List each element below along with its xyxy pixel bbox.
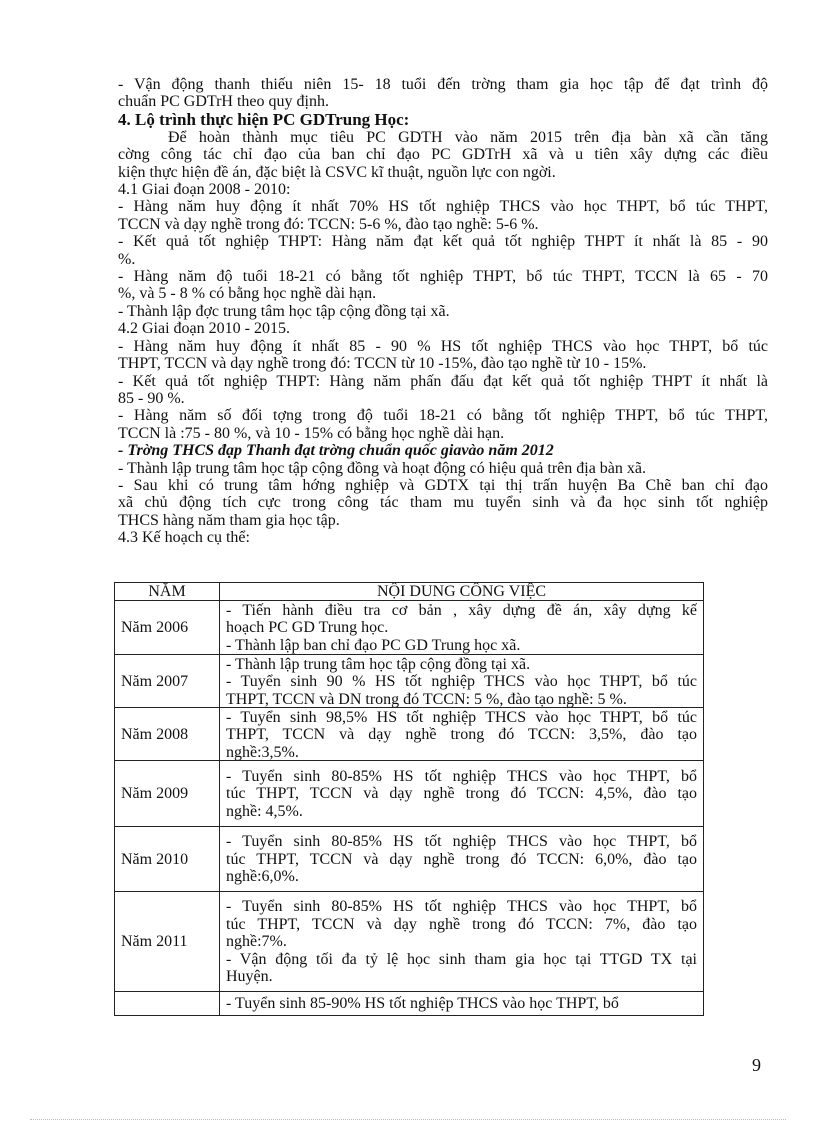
- text-line: - Thành lập trung tâm học tập cộng đồng và hoạt động có hiệu quả trên địa bàn xã.: [118, 459, 646, 477]
- content-line: - Tuyển sinh 85-90% HS tốt nghiệp THCS vào học THPT, bổ: [226, 995, 619, 1013]
- content-line: nghề:7%.: [226, 933, 287, 951]
- content-line: túc THPT, TCCN và dạy nghề trong đó TCCN: 6,0%, đào tạo: [226, 850, 697, 868]
- row-content: [220, 827, 704, 892]
- content-line: - Tuyển sinh 90 % HS tốt nghiệp THCS vào học THPT, bổ túc: [226, 673, 697, 691]
- row-content: [220, 655, 704, 708]
- page-number: 9: [752, 1055, 761, 1075]
- row-year: Năm 2010: [115, 827, 220, 892]
- phase2-section: [118, 320, 768, 442]
- row-year: Năm 2006: [115, 601, 220, 655]
- text-line: - Kết quả tốt nghiệp THPT: Hàng năm phấn đấu đạt kết quả tốt nghiệp THPT ít nhất là: [118, 372, 768, 390]
- intro-paragraph: [118, 76, 768, 111]
- text-line: - Vận động thanh thiếu niên 15- 18 tuổi đến trờng tham gia học tập để đạt trình độ: [118, 76, 768, 93]
- row-content: [220, 708, 704, 761]
- table-row: [115, 708, 704, 761]
- row-content: [220, 601, 704, 655]
- content-line: THPT, TCCN và DN trong đó TCCN: 5 %, đào tạo nghề: 5 %.: [226, 690, 627, 707]
- row-content: [220, 892, 704, 992]
- phase1-section: [118, 181, 768, 320]
- content-line: - Tuyển sinh 80-85% HS tốt nghiệp THCS vào học THPT, bổ: [226, 898, 697, 916]
- content-line: túc THPT, TCCN và dạy nghề trong đó TCCN: 7%, đào tạo: [226, 915, 697, 933]
- row-content: [220, 761, 704, 827]
- content-line: - Vận động tối đa tỷ lệ học sinh tham gia học tại TTGD TX tại: [226, 950, 697, 968]
- text-line: - Sau khi có trung tâm hớng nghiệp và GDTX tại thị trấn huyện Ba Chẽ ban chỉ đạo: [118, 476, 768, 494]
- content-line: - Tuyển sinh 98,5% HS tốt nghiệp THCS vào học THPT, bổ túc: [226, 708, 697, 726]
- text-line: xã chủ động tích cực trong công tác tham mu tuyển sinh và đa học sinh tốt nghiệp: [118, 494, 768, 512]
- header-content: NỘI DUNG CÔNG VIỆC: [220, 583, 704, 601]
- content-line: - Tiến hành điều tra cơ bản , xây dựng đề án, xây dựng kế: [226, 601, 697, 619]
- content-line: - Thành lập ban chỉ đạo PC GD Trung học xã.: [226, 636, 521, 654]
- text-line: - Thành lập đợc trung tâm học tập cộng đồng tại xã.: [118, 302, 450, 320]
- footer-divider: [30, 1119, 786, 1120]
- content-line: - Tuyển sinh 80-85% HS tốt nghiệp THCS vào học THPT, bổ: [226, 767, 697, 785]
- content-line: nghề:6,0%.: [226, 868, 299, 886]
- table-row: [115, 655, 704, 708]
- text-line: - Hàng năm độ tuổi 18-21 có bằng tốt nghiệp THPT, bổ túc THPT, TCCN là 65 - 70: [118, 268, 768, 286]
- header-year: NĂM: [115, 583, 220, 601]
- content-line: Huyện.: [226, 968, 273, 986]
- content-line: túc THPT, TCCN và dạy nghề trong đó TCCN: 4,5%, đào tạo: [226, 785, 697, 803]
- text-line: - Hàng năm huy động ít nhất 85 - 90 % HS tốt nghiệp THCS vào học THPT, bổ túc: [118, 337, 768, 355]
- table-row: [115, 892, 704, 992]
- row-year: Năm 2009: [115, 761, 220, 827]
- text-line: %.: [118, 250, 136, 268]
- text-line: 4.1 Giai đoạn 2008 - 2010:: [118, 181, 291, 199]
- table-row: [115, 992, 704, 1016]
- text-line: TCCN và dạy nghề trong đó: TCCN: 5-6 %, đào tạo nghề: 5-6 %.: [118, 215, 539, 233]
- text-line: 85 - 90 %.: [118, 389, 185, 407]
- text-line: 4.3 Kế hoạch cụ thể:: [118, 529, 250, 547]
- content-line: nghề: 4,5%.: [226, 802, 303, 820]
- table-header-row: [115, 583, 704, 601]
- text-line: THPT, TCCN và dạy nghề trong đó: TCCN từ 10 -15%, đào tạo nghề từ 10 - 15%.: [118, 355, 647, 373]
- row-year: [115, 992, 220, 1016]
- row-year: Năm 2007: [115, 655, 220, 708]
- text-line: kiện thực hiện đề án, đặc biệt là CSVC kĩ thuật, nguồn lực con ngời.: [118, 163, 556, 181]
- text-line: %, và 5 - 8 % có bằng học nghề dài hạn.: [118, 285, 377, 303]
- text-line: cờng công tác chỉ đạo của ban chỉ đạo PC GDTrH xã và u tiên xây dựng các điều: [118, 146, 768, 164]
- text-line: chuẩn PC GDTrH theo quy định.: [118, 93, 329, 111]
- row-content: [220, 992, 704, 1016]
- school-standard-line: - Trờng THCS đạp Thanh đạt trờng chuẩn quốc giavào năm 2012: [118, 442, 554, 460]
- document-page: [118, 76, 768, 547]
- table-row: [115, 601, 704, 655]
- plan-table: [114, 582, 704, 1016]
- text-line: THCS hàng năm tham gia học tập.: [118, 511, 340, 529]
- section4-paragraph: [118, 129, 768, 181]
- content-line: THPT, TCCN và dạy nghề trong đó TCCN: 3,5%, đào tạo: [226, 726, 697, 744]
- phase2-more-section: [118, 460, 768, 547]
- text-line: TCCN là :75 - 80 %, và 10 - 15% có bằng học nghề dài hạn.: [118, 424, 505, 442]
- text-line: Để hoàn thành mục tiêu PC GDTH vào năm 2015 trên địa bàn xã cần tăng: [168, 128, 768, 146]
- table-row: [115, 827, 704, 892]
- row-year: Năm 2008: [115, 708, 220, 761]
- content-line: - Tuyển sinh 80-85% HS tốt nghiệp THCS vào học THPT, bổ: [226, 833, 697, 851]
- row-year: Năm 2011: [115, 892, 220, 992]
- table-row: [115, 761, 704, 827]
- content-line: hoạch PC GD Trung học.: [226, 619, 389, 637]
- content-line: nghề:3,5%.: [226, 743, 299, 760]
- section4-heading: 4. Lộ trình thực hiện PC GDTrung Học:: [118, 109, 410, 129]
- text-line: - Hàng năm số đối tợng trong độ tuổi 18-21 có bằng tốt nghiệp THPT, bổ túc THPT,: [118, 407, 768, 425]
- text-line: - Hàng năm huy động ít nhất 70% HS tốt nghiệp THCS vào học THPT, bổ túc THPT,: [118, 198, 768, 216]
- text-line: 4.2 Giai đoạn 2010 - 2015.: [118, 320, 290, 338]
- content-line: - Thành lập trung tâm học tập cộng đồng tại xã.: [226, 655, 531, 673]
- text-line: - Kết quả tốt nghiệp THPT: Hàng năm đạt kết quả tốt nghiệp THPT ít nhất là 85 - 90: [118, 233, 768, 251]
